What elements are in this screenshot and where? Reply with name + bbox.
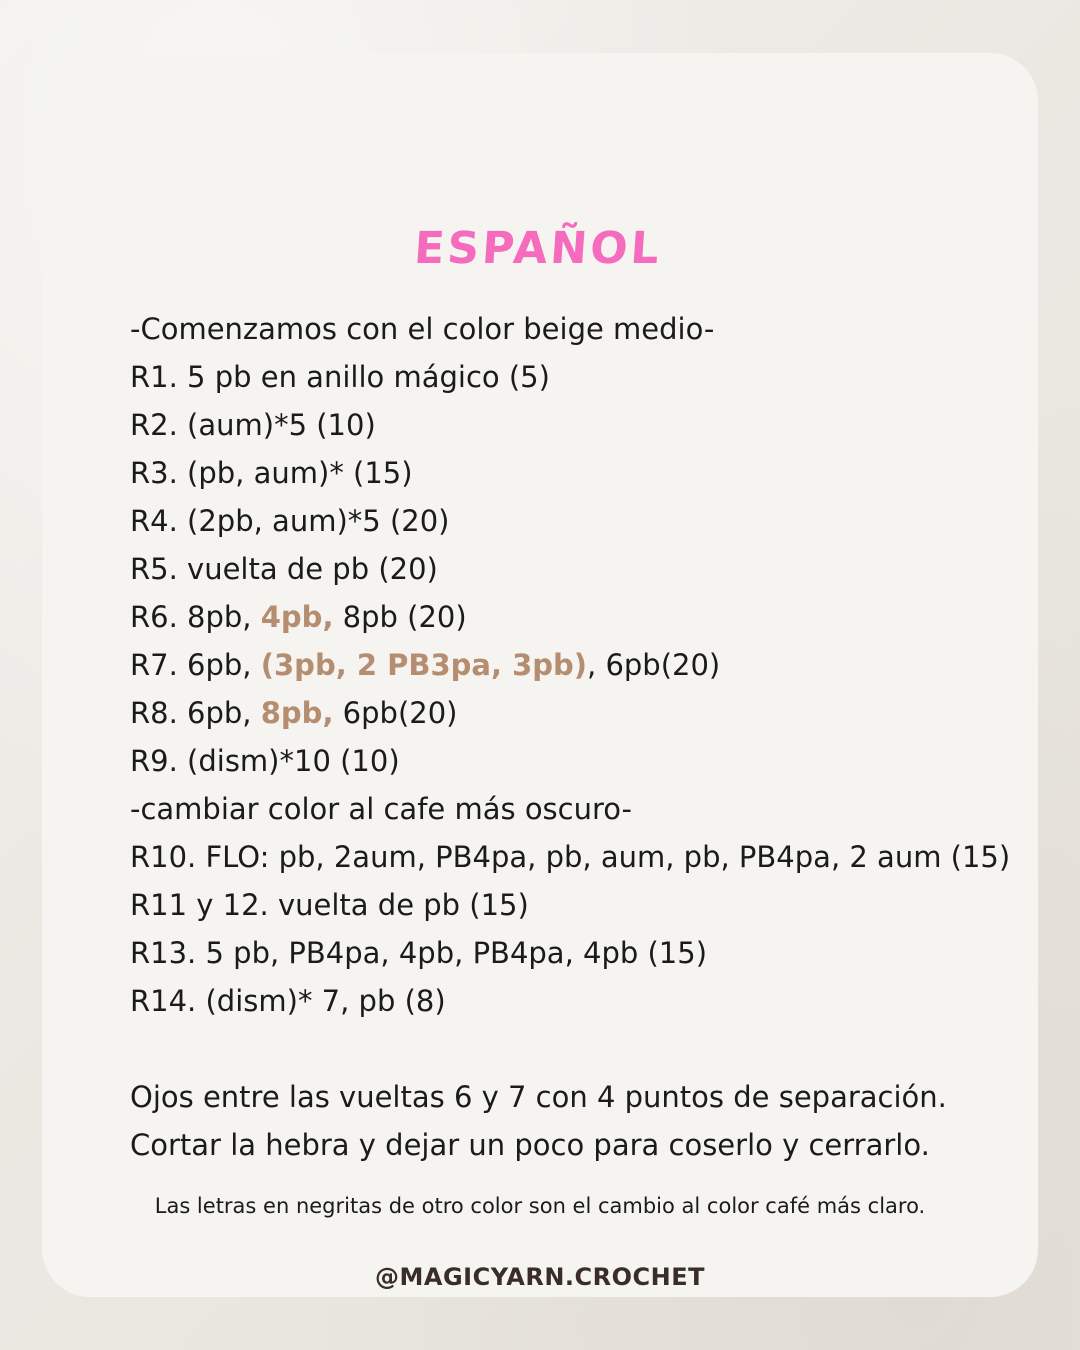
pattern-line — [130, 977, 1070, 1025]
line-text: R7. 6pb, — [130, 648, 261, 682]
line-text: R10. FLO: pb, 2aum, PB4pa, pb, aum, pb, PB4pa, 2 aum (15) — [130, 840, 1011, 874]
note-line: Cortar la hebra y dejar un poco para coserlo y cerrarlo. — [130, 1128, 930, 1162]
note-line: Ojos entre las vueltas 6 y 7 con 4 puntos de separación. — [130, 1080, 947, 1114]
color-footnote: Las letras en negritas de otro color son el cambio al color café más claro. — [154, 1194, 926, 1218]
pattern-line — [130, 833, 1070, 881]
line-text: R14. (dism)* 7, pb (8) — [130, 984, 446, 1018]
pattern-line — [130, 737, 1070, 785]
line-text: R13. 5 pb, PB4pa, 4pb, PB4pa, 4pb (15) — [130, 936, 708, 970]
pattern-line — [130, 545, 1070, 593]
line-text: 6pb(20) — [333, 696, 458, 730]
pattern-line — [130, 305, 1070, 353]
pattern-rows — [130, 305, 1070, 1025]
line-text: -Comenzamos con el color beige medio- — [130, 312, 715, 346]
page-title: ESPAÑOL — [412, 223, 664, 274]
pattern-line — [130, 449, 1070, 497]
pattern-line — [130, 593, 1070, 641]
line-text: R9. (dism)*10 (10) — [130, 744, 400, 778]
line-text: 8pb (20) — [333, 600, 467, 634]
highlighted-stitches: 4pb, — [260, 600, 334, 634]
line-text: R6. 8pb, — [130, 600, 261, 634]
pattern-line — [130, 785, 1070, 833]
line-text: R5. vuelta de pb (20) — [130, 552, 438, 586]
pattern-line — [130, 497, 1070, 545]
pattern-card — [42, 53, 1038, 1297]
line-text: R8. 6pb, — [130, 696, 261, 730]
line-text: R1. 5 pb en anillo mágico (5) — [130, 360, 550, 394]
line-text: -cambiar color al cafe más oscuro- — [130, 792, 633, 826]
pattern-line — [130, 401, 1070, 449]
pattern-line — [130, 689, 1070, 737]
pattern-line — [130, 929, 1070, 977]
line-text: , 6pb(20) — [587, 648, 721, 682]
highlighted-stitches: (3pb, 2 PB3pa, 3pb) — [260, 648, 588, 682]
line-text: R2. (aum)*5 (10) — [130, 408, 376, 442]
line-text: R4. (2pb, aum)*5 (20) — [130, 504, 450, 538]
pattern-line — [130, 353, 1070, 401]
pattern-line — [130, 881, 1070, 929]
line-text: R3. (pb, aum)* (15) — [130, 456, 413, 490]
pattern-line — [130, 641, 1070, 689]
line-text: R11 y 12. vuelta de pb (15) — [130, 888, 529, 922]
finishing-notes — [130, 1073, 1070, 1169]
highlighted-stitches: 8pb, — [260, 696, 334, 730]
social-handle: @MAGICYARN.CROCHET — [375, 1263, 705, 1291]
